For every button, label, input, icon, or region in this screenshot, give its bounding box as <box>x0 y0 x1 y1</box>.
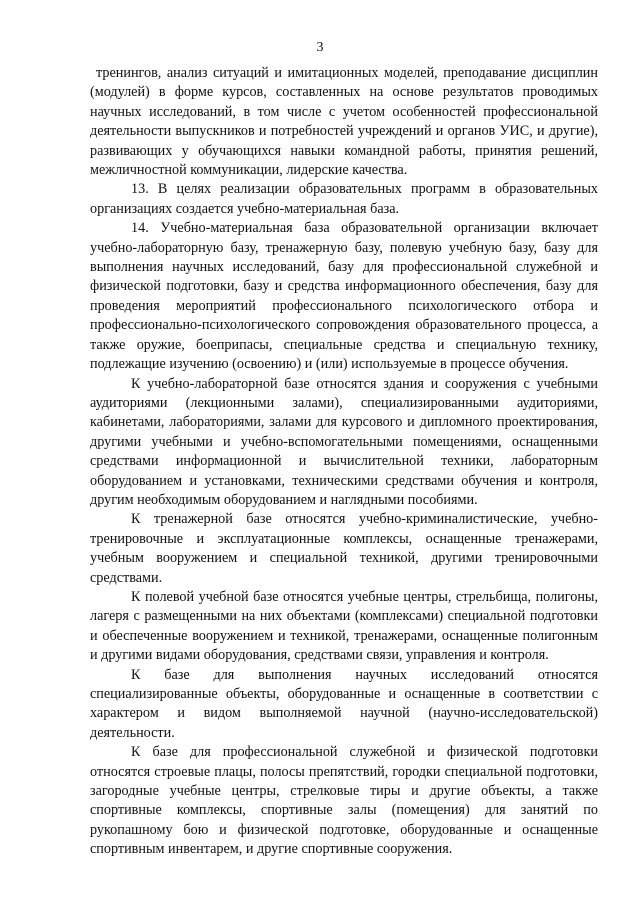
paragraph-14: 14. Учебно-материальная база образовательной организации включает учебно-лабораторную базу, тренажерную базу, полевую учебную базу, базу для выполнения научных исследований, базу для профессиональной служебной и физической подготовки, базу и средства информационного обеспечения, базу для проведения мероприятий профессионального психологического отбора и профессионально-психологического сопровождения образовательного процесса, а также оружие, боеприпасы, специальные средства и специальную технику, подлежащие изучению (освоению) и (или) используемые в процессе обучения. <box>90 220 598 373</box>
paragraph-physical-training-base: К базе для профессиональной служебной и физической подготовки относятся строевые плацы, полосы препятствий, городки специальной подготовки, загородные учебные центры, стрелковые тиры и другие объекты, а также спортивные комплексы, спортивные залы (помещения) для занятий по рукопашному бою и физической подготовке, оборудованные и оснащенные спортивным инвентарем, и другие спортивные сооружения. <box>90 744 598 858</box>
paragraph-13: 13. В целях реализации образовательных программ в образовательных организациях создается учебно-материальная база. <box>90 181 598 217</box>
page-number: 3 <box>316 40 324 55</box>
paragraph-research-base: К базе для выполнения научных исследований относятся специализированные объекты, оборудованные и оснащенные в соответствии с характером и видом выполняемой научной (научно-исследовательской) деятельности. <box>90 666 598 741</box>
document-body <box>90 64 598 860</box>
paragraph-training-base: К тренажерной базе относятся учебно-криминалистические, учебно-тренировочные и эксплуатационные комплексы, оснащенные тренажерами, учебным вооружением и специальной техникой, другими тренировочными средствами. <box>90 511 598 586</box>
paragraph-lab-base: К учебно-лабораторной базе относятся здания и сооружения с учебными аудиториями (лекционными залами), специализированными аудиториями, кабинетами, лабораториями, залами для курсового и дипломного проектирования, другими учебными и учебно-вспомогательными помещениями, оснащенными средствами информационной и вычислительной техники, лабораторным оборудованием и установками, техническими средствами обучения и контроля, другим необходимым оборудованием и наглядными пособиями. <box>90 375 598 508</box>
paragraph-continued: тренингов, анализ ситуаций и имитационных моделей, преподавание дисциплин (модулей) в форме курсов, составленных на основе результатов проводимых научных исследований, в том числе с учетом особенностей профессиональной деятельности выпускников и потребностей учреждений и органов УИС, и другие), развивающих у обучающихся навыки командной работы, принятия решений, межличностной коммуникации, лидерские качества. <box>90 65 598 179</box>
paragraph-field-base: К полевой учебной базе относятся учебные центры, стрельбища, полигоны, лагеря с размещенными на них объектами (комплексами) специальной подготовки и обеспеченные вооружением и техникой, тренажерами, оснащенные полигонным и другими видами оборудования, средствами связи, управления и контроля. <box>90 588 598 664</box>
